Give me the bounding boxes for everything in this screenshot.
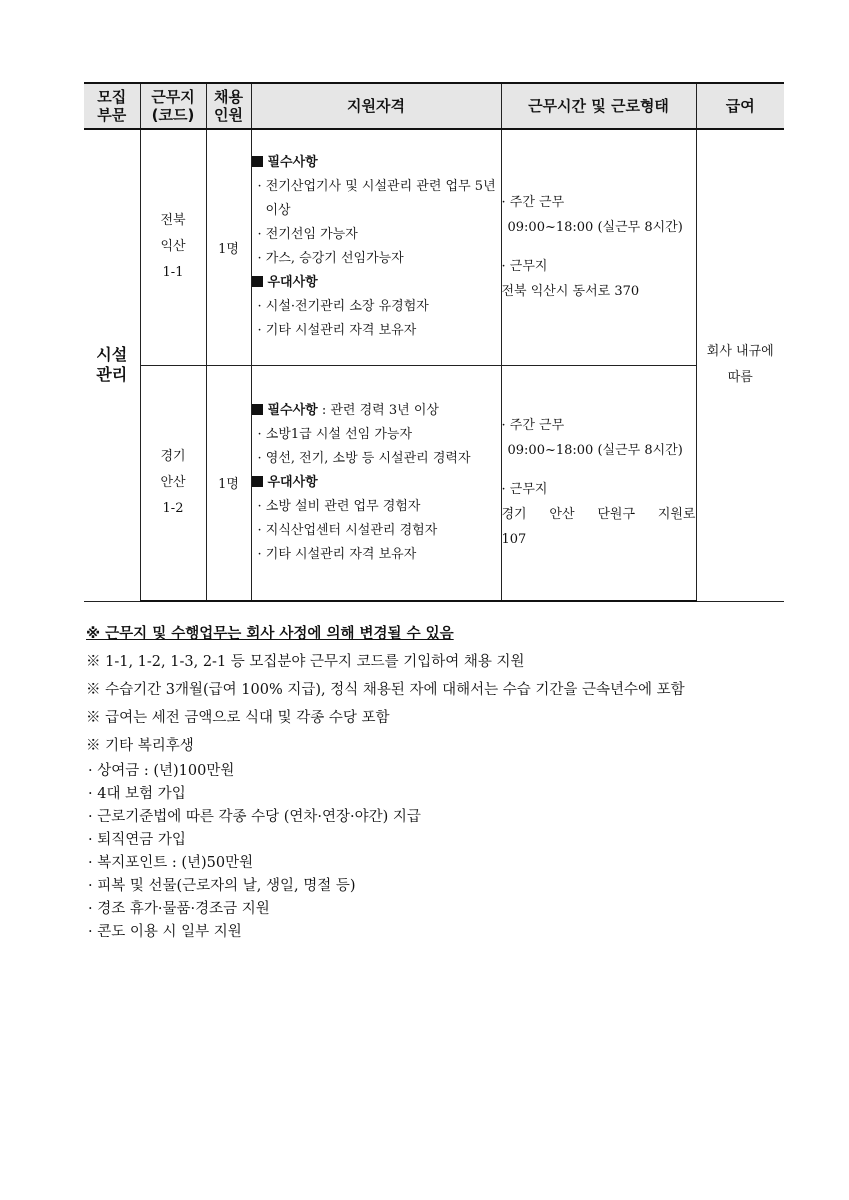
square-bullet-icon — [252, 476, 263, 487]
note-item: ※ 기타 복리후생 — [86, 738, 194, 754]
square-bullet-icon — [252, 156, 263, 167]
work-time: 09:00~18:00 (실근무 8시간) — [507, 220, 683, 236]
notes-section — [86, 620, 786, 944]
qualification-cell — [251, 365, 501, 601]
header-count: 채용 인원 — [206, 83, 251, 129]
note-item: ※ 1-1, 1-2, 1-3, 2-1 등 모집분야 근무지 코드를 기입하여 채용 지원 — [86, 654, 525, 670]
benefit-item: · 4대 보험 가입 — [88, 786, 186, 802]
list-item: · 가스, 승강기 선임가능자 — [257, 251, 404, 267]
benefit-item: · 퇴직연금 가입 — [88, 832, 186, 848]
square-bullet-icon — [252, 404, 263, 415]
work-time: 09:00~18:00 (실근무 8시간) — [507, 443, 683, 459]
pay-cell: 회사 내규에 따름 — [696, 129, 784, 601]
table-header-row — [84, 83, 784, 129]
hours-cell — [501, 365, 696, 601]
recruitment-table — [84, 82, 784, 602]
dept-cell: 시설 관리 — [84, 129, 140, 601]
header-pay: 급여 — [696, 83, 784, 129]
location-cell: 전북 익산 1-1 — [140, 129, 206, 365]
list-item: · 시설·전기관리 소장 유경험자 — [257, 299, 429, 315]
benefit-item: · 복지포인트 : (년)50만원 — [88, 855, 254, 871]
work-address: 전북 익산시 동서로 370 — [501, 284, 640, 300]
preferred-heading: 우대사항 — [252, 471, 501, 495]
list-item: · 지식산업센터 시설관리 경험자 — [257, 522, 438, 538]
note-item: ※ 급여는 세전 금액으로 식대 및 각종 수당 포함 — [86, 710, 390, 726]
preferred-heading: 우대사항 — [252, 271, 501, 295]
count-cell: 1명 — [206, 365, 251, 601]
work-address: 경기 안산 단원구 지원로 — [501, 507, 696, 523]
work-type: · 주간 근무 — [501, 418, 565, 434]
list-item: · 전기선임 가능자 — [257, 227, 358, 243]
header-dept: 모집 부문 — [84, 83, 140, 129]
work-place-label: · 근무지 — [501, 482, 548, 498]
square-bullet-icon — [252, 276, 263, 287]
list-item: · 영선, 전기, 소방 등 시설관리 경력자 — [257, 450, 471, 466]
note-item: ※ 수습기간 3개월(급여 100% 지급), 정식 채용된 자에 대해서는 수습 기간을 근속년수에 포함 — [86, 682, 685, 698]
work-place-label: · 근무지 — [501, 259, 548, 275]
table-row — [84, 365, 784, 601]
benefit-item: · 경조 휴가·물품·경조금 지원 — [88, 901, 270, 917]
list-item: · 전기산업기사 및 시설관리 관련 업무 5년 이상 — [257, 179, 500, 219]
list-item: · 소방 설비 관련 업무 경험자 — [257, 498, 421, 514]
qualification-cell — [251, 129, 501, 365]
count-cell: 1명 — [206, 129, 251, 365]
list-item: · 소방1급 시설 선임 가능자 — [257, 426, 413, 442]
benefit-item: · 콘도 이용 시 일부 지원 — [88, 924, 242, 940]
benefit-item: · 근로기준법에 따른 각종 수당 (연차·연장·야간) 지급 — [88, 809, 421, 825]
list-item: · 기타 시설관리 자격 보유자 — [257, 546, 417, 562]
required-heading: 필수사항 : 관련 경력 3년 이상 — [252, 399, 501, 423]
work-address-number: 107 — [501, 532, 527, 548]
list-item: · 기타 시설관리 자격 보유자 — [257, 323, 417, 339]
required-heading: 필수사항 — [252, 151, 501, 175]
hours-cell — [501, 129, 696, 365]
benefit-item: · 피복 및 선물(근로자의 날, 생일, 명절 등) — [88, 878, 356, 894]
header-qualification: 지원자격 — [251, 83, 501, 129]
note-item: ※ 근무지 및 수행업무는 회사 사정에 의해 변경될 수 있음 — [86, 626, 454, 642]
table-row — [84, 129, 784, 365]
benefit-item: · 상여금 : (년)100만원 — [88, 763, 235, 779]
header-location: 근무지 (코드) — [140, 83, 206, 129]
location-cell: 경기 안산 1-2 — [140, 365, 206, 601]
header-hours: 근무시간 및 근로형태 — [501, 83, 696, 129]
work-type: · 주간 근무 — [501, 195, 565, 211]
